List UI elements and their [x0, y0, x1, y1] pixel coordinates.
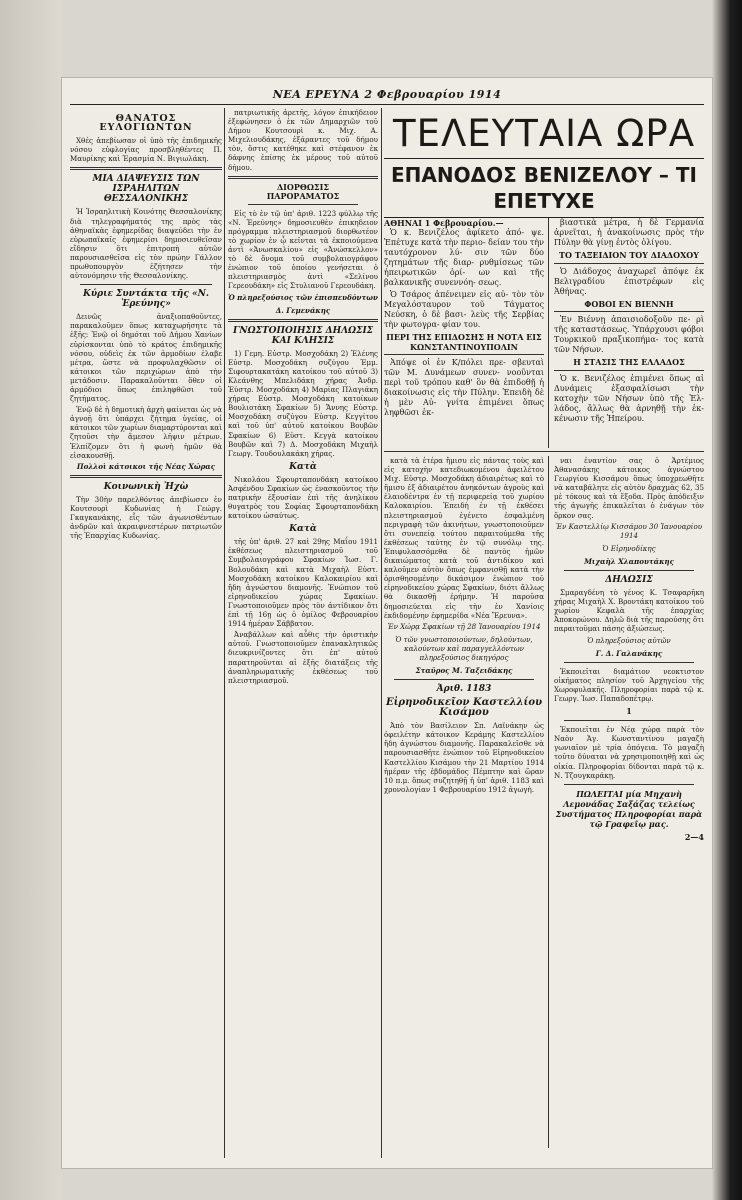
newspaper-page [62, 78, 712, 1168]
article-text: Σμαραγδένη τὸ γένος Κ. Τσαφαρῆκη χήρας Μιχαὴλ Χ. Βροντάκη κατοίκου τοῦ χωρίου Κεφαλὰ τῆς ἐπαρχίας Ἀποκορώνου. Δηλῶ διὰ τῆς παρούσης ὅτι παραιτοῦμαι πάσης ἀξιώσεως. [554, 588, 704, 634]
article-signature: Ἐν Χώρᾳ Σφακίων τῇ 28 Ἰανουαρίου 1914 [387, 621, 541, 631]
article-heading: Εἰρηνοδικεῖον Καστελλίου Κισάμου [385, 697, 543, 719]
article-signature: Ὁ Εἰρηνοδίκης [602, 543, 656, 553]
page-header: ΝΕΑ ΕΡΕΥΝΑ 2 Φεβρουαρίου 1914 [272, 88, 502, 101]
news-block-right [554, 218, 704, 448]
article-text: Ἀπὸ τὸν Βασίλειον Σπ. Λαϊνάκην ὡς ὀφειλέτην κάτοικον Κεράμης Καστελλίου ἤδη ἀγνώστου διαμονῆς. Παρακαλεῖσθε νὰ παρουσιασθῆτε ἐνώπιον τοῦ Εἰρηνοδικείου Καστελλίου Κισάμου τὴν 21 Μαρτίου 1914 ἡμέραν τῆς ἑβδομάδος Πέμπτην καὶ ὥραν 10 π.μ. ὅπως συζητηθῇ ἡ ὑπ' ἀριθ. 1183 καὶ χρονολογίαν 1 Φεβρουαρίου 1912 ἀγωγὴ. [384, 721, 544, 794]
article-signature: Ὁ πληρεξούσιος αὐτῶν [587, 635, 671, 645]
article-text: ναι ἐναντίον σας ὁ Ἀρτέμιος Ἀθανασάκης κάτοικος ἀγνώστου Γεωργίου Κισσάμου ὅπως ὑποχρεωθῆτε νὰ καταβάλητε εἰς αὐτὸν δραχμὰς 62, 35 μὲ τόκους καὶ τὰ ἔξοδα. Πρὸς ἀπόδειξιν τῆς ἀγωγῆς ἐπικαλεῖται ὁ ἐνάγων τὸν ὅρκον σας. [554, 456, 704, 520]
article-text: Χθές ἀπεβίωσαν οἱ ὑπὸ τῆς ἐπιδημικῆς νόσου εὐφλογίας προσβληθέντες Π. Μαυρίκης καὶ Ἐρασμία Ν. Βιγιωλάκη. [70, 136, 222, 164]
article-signature: Ἐν Καστελλίῳ Κισσάμου 30 Ἰανουαρίου 1914 [555, 521, 703, 540]
article-text: Νικολάου Σφουρταπονδάκη κατοίκου Ἀσφένδου Σφακίων ὡς ἐνασκοῦντος τὴν πατρικὴν ἐξουσίαν ἐπὶ τῆς ἀνηλίκου θυγατρὸς του Σοφίας Σφουρταπονδάκη κατοίκου ὡσαύτως. [228, 474, 378, 521]
article-signature: Ὁ πληρεξούσιος τῶν ἐπισπευδόντων [228, 292, 378, 302]
advertisement: ΠΩΛΕΙΤΑΙ μία Μηχανὴ Λεμονάδας Σαξάζας τελείως Συστήματος Πληροφορίαι παρὰ τῷ Γραφεῖῳ μας. [555, 788, 703, 829]
article-text: Ὁ Τσάρος ἀπένειμεν εἰς αὐ- τὸν τὸν Μεγαλόσταυρον τοῦ Τάγματος Νεύσκη, ὁ δὲ βασι- λεὺς τῆς Σερβίας τὴν φωτογρα- φίαν του. [384, 290, 544, 329]
article-text: Ἐκποιεῖται διαμάτιον νεοκτιστον οἰκήματος πλησίον τοῦ Ἀρχηγείου τῆς Χωροφυλακῆς. Πληροφορίαι παρὰ τῷ κ. Γεωργ. Ἰωσ. Παπαδοπέτρῳ. [554, 666, 704, 703]
article-text: Ὁ κ. Βενιζέλος ἀφίκετο ἀπό- ψε. Ἐπέτυχε κατὰ τὴν περιο- δείαν του τὴν ταυτόχρονον λύ- σιν τῶν δύο ζητημάτων τῆς διαρ- ρυθμίσεως τῶν ἠπειρωτικῶν ὁρί- ων καὶ τῆς βαλκανικῆς συνεννόη- σεως. [384, 228, 544, 287]
article-heading: ΔΗΛΩΣΙΣ [605, 575, 653, 586]
article-text: βιαστικὰ μέτρα, ἡ δὲ Γερμανία ἀρνεῖται, ἡ ἀνακοίνωσις πρὸς τὴν Πύλην θὰ γίνῃ ἐντὸς ὀλίγου. [554, 218, 704, 247]
notices-left [384, 456, 544, 1158]
article-text: Τὴν 30ὴν παρελθόντος ἀπεβίωσεν ἐν Κουτσουρὶ Κυδωνίας ἡ Γεώργ. Γκαγκανάκης, εἷς τῶν ἀγωνισθέντων ἀνδρῶν καὶ ἀκραιφνεστέρων πατριωτῶν τῆς Ἐπαρχίας Κυδωνίας. [70, 494, 222, 541]
article-text: 1) Γεμη. Εὐστρ. Μοσχοδάκη 2) Ἑλένης Εὐστρ. Μοσχοδάκη συζύγου Ἐμμ. Σιφουρτακατάκη κατοίκου τοῦ αὐτοῦ 3) Κλεάνθης Μπελιδάκη χήρας Ἀνδρ. Ἐύστρ. Μοσχοδάκη 4) Μαρίας Πλαγιάκη χήρας Εὐστρ. Μοσχοδάκη κατοίκων Βουλιοτάκη Σφακίων 5) Ἄννης Εὐστρ. Μοσχοδάκη συζύγου Εὐστρ. Κεγγίτου καὶ τοῦ ὑπ' αὐτοῦ κατοίκου Βουβῶν Σφακίων 6) Εὐστ. Κεγγὰ κατοίκου Βουβῶν καὶ 7) Δ. Μοσχοδάκη Μιχαὴλ Γεωργ. Τουδουλακάκη χήρας. [228, 348, 378, 458]
divider [70, 475, 222, 478]
divider [228, 319, 378, 322]
article-text: Ἐνῷ δὲ ἡ δημοτικὴ ἀρχὴ φαίνεται ὡς νὰ ἀγνοῇ ὅτι ὑπάρχει ζήτημα ὑγείας, οἱ κάτοικοι τῶν χωρίων διαμαρτύρονται καὶ ζητοῦσι τὴν ἄμεσον λῆψιν μέτρων. Ἐλπίζομεν ὅτι ἡ φωνὴ ἡμῶν θὰ εἰσακουσθῇ. [70, 405, 222, 460]
binding-margin [0, 0, 62, 1200]
divider [384, 451, 704, 452]
column-3 [384, 108, 704, 1158]
main-headline: ΤΕΛΕΥΤΑΙΑ ΩΡΑ [392, 112, 696, 155]
article-text: Δεινῶς ἀναξιοπαθοῦντες, παρακαλοῦμεν ὅπως καταχωρήσητε τὰ ἑξῆς: Ἐνῷ οἱ δημόται τοῦ Δήμου Χανίων εὑρίσκονται ὑπὸ τὸ κράτος ἐπιδημικῆς νόσου, οὐδεὶς ἐκ τῶν ἁρμοδίων ἐλαβε μέτρα, ὥστε νὰ προφυλαχθῶσιν οἱ κάτοικοι τῶν περιχώρων ἀπὸ τὴν μετάδοσιν. Παρακαλοῦνται ὅθεν οἱ ἁρμόδιοι ὅπως ἐπιληφθῶσι τοῦ ζητήματος. [70, 312, 222, 404]
divider [80, 284, 212, 285]
article-heading: ΤΟ ΤΑΞΕΙΔΙΟΝ ΤΟΥ ΔΙΑΔΟΧΟΥ [554, 251, 704, 264]
column-rule [224, 108, 225, 1158]
article-signature: Πολλοὶ κάτοικοι τῆς Νέας Χώρας [76, 461, 216, 471]
notice-number: 2—4 [684, 831, 704, 842]
notices-right [554, 456, 704, 1158]
article-heading: ΘΑΝΑΤΟΣ ΕΥΛΟΓΙΩΝΤΩΝ [99, 113, 193, 134]
divider [564, 720, 694, 721]
article-text: τῆς ὑπ' ἀριθ. 27 καὶ 29ης Μαΐου 1911 ἐκθέσεως πλειστηριασμοῦ τοῦ Συμβολαιογράφου Σφακίων Ἰωσ. Γ. Βολουδάκη καὶ κατὰ Μιχαὴλ Εὐστ. Μοσχοδάκη κατοίκου Καλοκαιρίου καὶ ἤδη ἀγνώστου διαμονῆς. Ἐνώπιον τοῦ εἰρηνοδικείου χώρας Σφακίων. Γνωστοποιοῦμεν πρὸς τὸν ἀντίδικον ὅτι ἐπὶ τῇ 16ῃ ὡς ὁ ὁμίλος Φεβρουαρίου 1914 ἡμέραν Σάββατον. [228, 537, 378, 629]
article-text: Ἐν Βιέννῃ ἀπαισιοδοξοῦν πε- ρὶ τῆς καταστάσεως. Ὑπάρχουσι φόβοι Τουρκικοῦ πραξικοπήμα- τος κατὰ τῶν Νήσων. [554, 315, 704, 354]
article-text: Ἡ Ἰσραηλιτικὴ Κοινότης Θεσσαλονίκης διὰ τηλεγραφήματός της πρὸς τὰς ἀθηναϊκὰς ἐφημερίδας διαψεύδει τὴν ἐν εὐρωπαϊκαῖς ἐφημερίσι δημοσιευθεῖσαν εἴδησιν ὅτι ἐπιτροπὴ αὐτῶν παρουσιασθεῖσα εἰς τὸν πρώην Γάλλον πρωθυπουργὸν ἐζήτησεν τὴν αὐτονόμησιν τῆς Θεσσαλονίκης. [70, 207, 222, 281]
article-signature: Μιχαὴλ Χλαπουτάκης [584, 556, 674, 566]
divider [564, 662, 694, 663]
divider [394, 679, 534, 680]
article-heading: Ἀριθ. 1183 [436, 684, 492, 695]
article-heading: Η ΣΤΑΣΙΣ ΤΗΣ ΕΛΛΑΔΟΣ [554, 358, 704, 371]
article-signature: Ὁ τῶν γνωστοποιούντων, δηλούντων, καλούντων καὶ παραγγελλόντων πληρεξούσιος δικηγόρος [395, 634, 533, 662]
article-text: Ἀπόψε οἱ ἐν Κ/πόλει πρε- σβευταὶ τῶν Μ. Δυνάμεων συνεν- νοοῦνται περὶ τοῦ τρόπου καθ' ὃν θὰ ἐπιδοθῇ ἡ διακοίνωσις εἰς τὴν Πύλην. Ἐπειδὴ δὲ ἡ μὲν Αὐ- γνίτα ἐπιμένει ὅπως ληφθῶσι ἐκ- [384, 358, 544, 417]
page-edge-shadow [712, 0, 742, 1200]
column-rule [548, 218, 549, 448]
divider [564, 570, 694, 571]
article-heading: Κύριε Συντάκτα τῆς «Ν. Ἐρεύνης» [83, 289, 209, 310]
divider [70, 167, 222, 170]
divider [228, 176, 378, 179]
column-2 [228, 108, 378, 1158]
article-heading: ΦΟΒΟΙ ΕΝ ΒΙΕΝΝΗ [554, 300, 704, 313]
divider [564, 784, 694, 785]
article-signature: Δ. Γεμενάκης [275, 305, 331, 315]
article-text: Ὁ κ. Βενιζέλος ἐπιμένει ὅπως αἱ Δυνάμεις ἐξασφαλίσωσι τὴν κατοχὴν τῶν Νήσων ὑπὸ τῆς Ἑλ- λάδος, ἄλλως θὰ ἀρνηθῇ τὴν ἐκ- κένωσιν τῆς Ἠπείρου. [554, 373, 704, 423]
article-heading: ΓΝΩΣΤΟΠΟΙΗΣΙΣ ΔΗΛΩΣΙΣ ΚΑΙ ΚΛΗΣΙΣ [232, 325, 374, 346]
article-text: Ἀναβάλλων καὶ αὖθις τὴν ὁριστικὴν αὐτοῦ. Γνωστοποιοῦμεν ἐπανακλητικῶς διευκρινίζοντες ὅτι ἐπ' αὐτοῦ παρατηροῦνται αἱ ἑξῆς διατάξεις τῆς ἀναπληρωματικῆς ἐκθέσεως τοῦ πλειστηριασμοῦ. [228, 630, 378, 685]
column-rule [548, 456, 549, 1148]
article-heading: Κατὰ [289, 461, 317, 472]
news-block-left [384, 218, 544, 448]
article-text: Εἰς τὸ ἐν τῷ ὑπ' ἀριθ. 1223 φύλλῳ τῆς «Ν. Ἐρεύνης» δημοσιευθὲν ἐπικηδειον πρόγραμμα πλειστηριασμοῦ διορθωτέον τὸ χωρίον ἐν ᾧ κεῖνται τὰ ἐκποιούμενα ἀντὶ «Ἀνωσκαλίου» εἰς «Ἀνώσκελλον» τὸ δὲ ὄνομα τοῦ συμβολαιογράφου ἐνώπιον τοῦ ὁποίου γενήσεται ὁ πλειστηριασμὸς ἀντὶ «Σελίνου Γερεουδάκη» εἰς Στυλιανοῦ Γερεουδάκη. [228, 208, 378, 291]
column-rule [381, 108, 382, 1158]
article-heading: Κατὰ [289, 524, 317, 535]
article-signature: Σταῦρος Μ. Ταξειδάκης [415, 666, 513, 676]
notice-number: 1 [626, 706, 632, 717]
article-signature: Γ. Δ. Γαλανάκης [595, 648, 663, 658]
sub-headline: ΕΠΑΝΟΔΟΣ ΒΕΝΙΖΕΛΟΥ – ΤΙ ΕΠΕΤΥΧΕ [384, 158, 704, 218]
news-dateline: ΑΘΗΝΑΙ 1 Φεβρουαρίου.— [384, 218, 504, 228]
article-text: Ὁ Διάδοχος ἀναχωρεῖ ἀπόψε ἐκ Βελιγραδίου ἐπιστρέφων εἰς Ἀθήνας. [554, 266, 704, 296]
column-1 [70, 108, 222, 1158]
article-heading: ΜΙΑ ΔΙΑΨΕΥΣΙΣ ΤΩΝ ΙΣΡΑΗΛΙΤΩΝ ΘΕΣΣΑΛΟΝΙΚΗΣ [92, 174, 200, 205]
article-text: πατριωτικῆς ἀρετῆς, λόγον ἐπικήδειον ἐξεφώνησεν ὁ ἐκ τῶν Δημαρχιῶν τοῦ Δήμου Κουτσουρὶ κ. Μιχ. Α. Μιχελιουδάκης, ἐξάραντες τοῦ δήμου τὸν, ὅστις κατέθηκε καὶ στέφανον ἐκ δάφνης ἐπίσης ἐκ μέρους τοῦ αὐτοῦ δήμου. [228, 108, 378, 172]
article-heading: Κοινωνικὴ Ἠχὼ [103, 481, 189, 492]
header-rule [70, 104, 704, 105]
article-heading: ΠΕΡΙ ΤΗΣ ΕΠΙΔΟΣΗΣ Η ΝΟΤΑ ΕΙΣ ΚΩΝΣΤΑΝΤΙΝΟΥΠΟΛΙΝ [384, 333, 544, 355]
article-text: κατὰ τὰ ἑτέρα ἥμισυ εἰς πάντας τοὺς καὶ εἰς κατοχὴν κατεδιωκομένου ἀφειλέτου Μιχ. Εὐστρ. Μοσχοδάκη ἀδιαιρέτως καὶ τὸ ἥμισυ ἐξ ἀδιαιρέτου ἀνηκόντων ἀγροὺς καὶ ἐλαιοδέντρα ἐν τῇ περιφερείᾳ τοῦ χωρίου Καλοκαιρίου. Ἐπειδὴ ἐν τῇ ἐκθέσει πλειστηριασμοῦ ἐγένετο ἐσφαλμένη περιγραφὴ τῶν ἀκινήτων, γνωστοποιοῦμεν ὅτι συνεπείᾳ τούτου παραιτούμεθα τῆς ἐκθέσεως ταύτης ἐν τῷ συνόλῳ της. Ἐπιφυλασσόμεθα δὲ παντὸς ἡμῶν δικαιώματος κατὰ τοῦ ἀντιδίκου καὶ καλοῦμεν αὐτὸν ὅπως ἐμφανισθῇ κατὰ τὴν ὁρισθησομένην δικάσιμον ἐνώπιον τοῦ εἰρηνοδικείου χώρας Σφακίων, διότι ἄλλως θὰ δικασθῇ ἐρήμην. Ἡ παροῦσα δημοσιεύεται εἰς τὴν ἐν Χανίοις ἐκδιδομένην ἐφημερίδα «Νέα Ἔρευνα». [384, 456, 544, 620]
article-heading: ΔΙΟΡΘΩΣΙΣ ΠΑΡΟΡΑΜΑΤΟΣ [248, 183, 358, 205]
article-text: Ἐκποιεῖται ἐν Νέᾳ χώρᾳ παρὰ τὸν Ναὸν Ἁγ. Κωνσταντίνου μαγαζὴ γωνιαῖον μὲ τρία ὀπόγεια. Τὸ μαγαζὴ τοῦτο δύναται νὰ χρησιμοποιηθῇ καὶ ὡς οἰκία. Πληροφορίαι δίδονται παρὰ τῷ κ. Ν. Τζουγκαράκῃ. [554, 725, 704, 780]
